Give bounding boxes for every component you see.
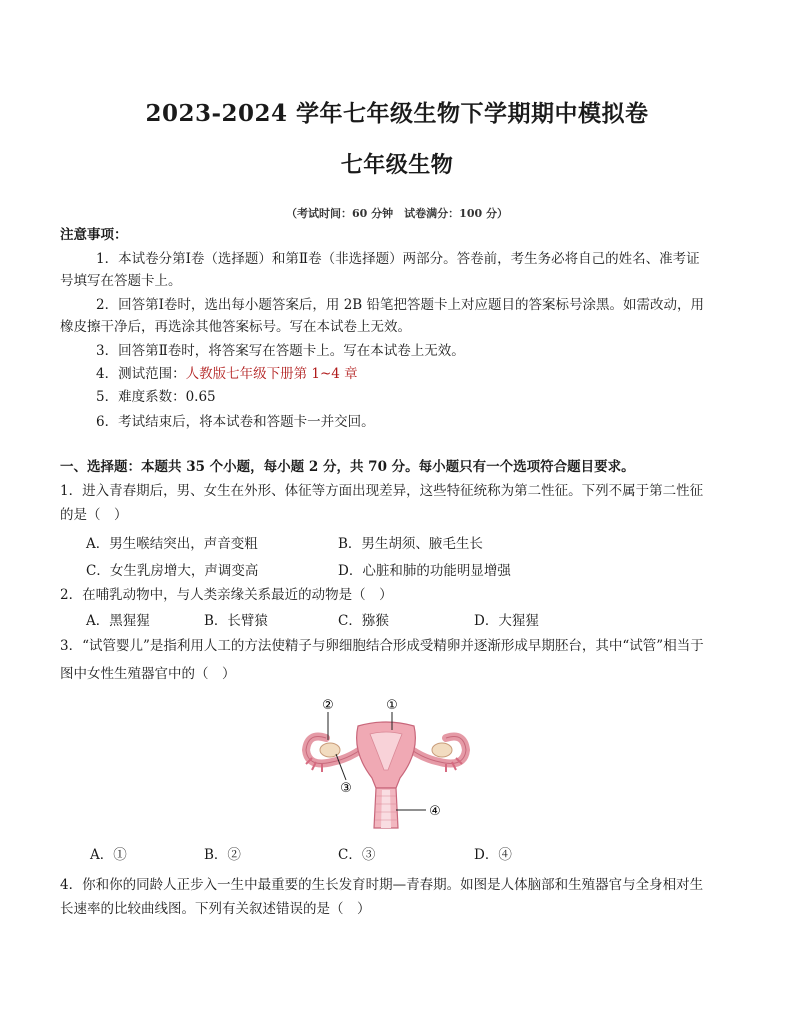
q3-stem-b: 图中女性生殖器官中的（ ） [60,666,236,682]
diagram-label-4: ④ [429,804,441,819]
diagram-label-1: ① [386,698,398,713]
q2-option-a: A．黑猩猩 [86,613,150,629]
q3-option-d: D．④ [474,847,512,863]
notice-item-1a: 1．本试卷分第Ⅰ卷（选择题）和第Ⅱ卷（非选择题）两部分。答卷前，考生务必将自己的姓名、准考证 [96,251,700,267]
q1-stem-b: 的是（ ） [60,507,128,523]
exam-subtitle: 七年级生物 [340,152,454,178]
q2-option-b: B．长臂猿 [204,613,268,629]
q4-stem-a: 4．你和你的同龄人正步入一生中最重要的生长发育时期—青春期。如图是人体脑部和生殖器官与全身相对生 [60,877,704,893]
q4-stem-b: 长速率的比较曲线图。下列有关叙述错误的是（ ） [60,901,371,917]
q1-option-c: C．女生乳房增大，声调变高 [86,563,259,579]
section1-heading: 一、选择题：本题共 35 个小题，每小题 2 分，共 70 分。每小题只有一个选项符合题目要求。 [60,459,635,475]
q1-option-a: A．男生喉结突出，声音变粗 [86,536,258,552]
q2-option-c: C．猕猴 [338,613,389,629]
q1-stem-a: 1．进入青春期后，男、女生在外形、体征等方面出现差异，这些特征统称为第二性征。下列不属于第二性征 [60,483,704,499]
notice-heading: 注意事项： [60,227,128,243]
q3-option-c: C．③ [338,847,376,863]
notice-item-5: 5．难度系数：0.65 [96,389,216,405]
q3-stem-a: 3．“试管婴儿”是指利用人工的方法使精子与卵细胞结合形成受精卵并逐渐形成早期胚台，其中“试管”相当于 [60,638,704,654]
diagram-label-2: ② [322,698,334,713]
notice-item-4-prefix: 4．测试范围： [96,366,186,382]
notice-item-2a: 2．回答第Ⅰ卷时，选出每小题答案后，用 2B 铅笔把答题卡上对应题目的答案标号涂黑。如需改动，用 [96,297,705,313]
notice-item-1b: 号填写在答题卡上。 [60,273,182,289]
female-reproductive-diagram [296,692,476,834]
notice-item-4 [96,365,776,383]
exam-title: 2023-2024 学年七年级生物下学期期中模拟卷 [145,100,649,127]
q3-option-a: A．① [90,847,127,863]
q1-option-b: B．男生胡须、腋毛生长 [338,536,483,552]
q1-option-d: D．心脏和肺的功能明显增强 [338,563,511,579]
q2-stem: 2．在哺乳动物中，与人类亲缘关系最近的动物是（ ） [60,587,393,603]
test-range: 人教版七年级下册第 1~4 章 [185,366,358,382]
notice-item-2b: 橡皮擦干净后，再选涂其他答案标号。写在本试卷上无效。 [60,319,411,335]
q3-option-b: B．② [204,847,241,863]
q2-option-d: D．大猩猩 [474,613,539,629]
notice-item-3: 3．回答第Ⅱ卷时，将答案写在答题卡上。写在本试卷上无效。 [96,343,465,359]
diagram-label-3: ③ [340,781,352,796]
exam-meta: （考试时间：60 分钟 试卷满分：100 分） [286,207,508,220]
notice-item-6: 6．考试结束后，将本试卷和答题卡一并交回。 [96,414,375,430]
